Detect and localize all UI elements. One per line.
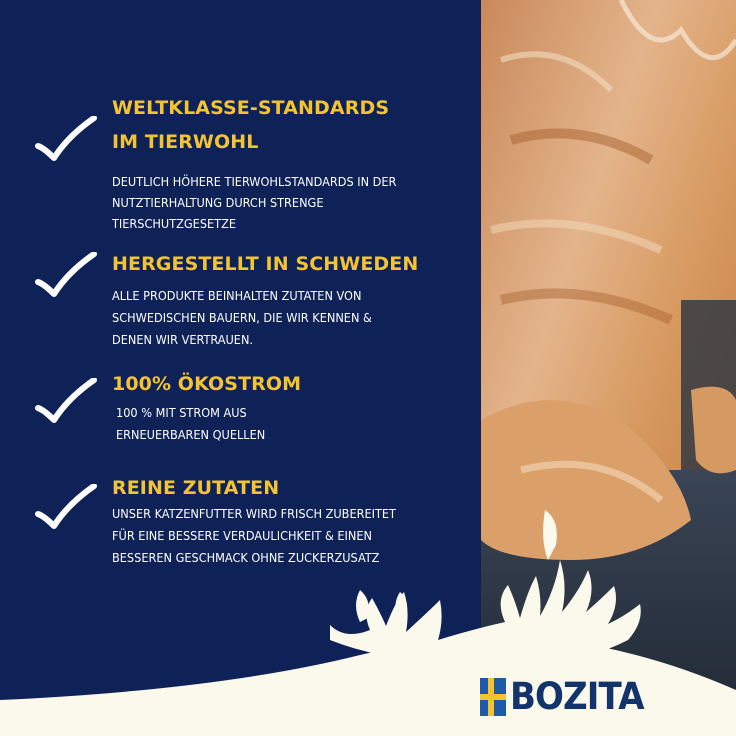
feature-description: 100 % MIT STROM AUS [116, 405, 247, 420]
feature-title: REINE ZUTATEN [112, 477, 280, 499]
feature-description: NUTZTIERHALTUNG DURCH STRENGE [112, 195, 324, 210]
feature-description: DEUTLICH HÖHERE TIERWOHLSTANDARDS IN DER [112, 174, 397, 189]
feature-description: FÜR EINE BESSERE VERDAULICHKEIT & EINEN [112, 528, 372, 543]
feature-description: UNSER KATZENFUTTER WIRD FRISCH ZUBEREITET [112, 506, 396, 521]
brand-name: BOZITA [510, 675, 644, 718]
checkmark-icon [34, 484, 100, 534]
feature-title: HERGESTELLT IN SCHWEDEN [112, 253, 419, 275]
feature-title: 100% ÖKOSTROM [112, 373, 302, 395]
bozita-logo [480, 675, 655, 719]
feature-description: BESSEREN GESCHMACK OHNE ZUCKERZUSATZ [112, 550, 380, 565]
feature-description: SCHWEDISCHEN BAUERN, DIE WIR KENNEN & [112, 310, 372, 325]
feature-description: TIERSCHUTZGESETZE [112, 216, 237, 231]
feature-title: WELTKLASSE-STANDARDS [112, 97, 390, 119]
feature-description: DENEN WIR VERTRAUEN. [112, 332, 254, 347]
feature-description: ERNEUERBAREN QUELLEN [116, 427, 266, 442]
swedish-flag-icon [480, 678, 506, 716]
feature-description: ALLE PRODUKTE BEINHALTEN ZUTATEN VON [112, 288, 362, 303]
feature-title: IM TIERWOHL [112, 131, 259, 153]
